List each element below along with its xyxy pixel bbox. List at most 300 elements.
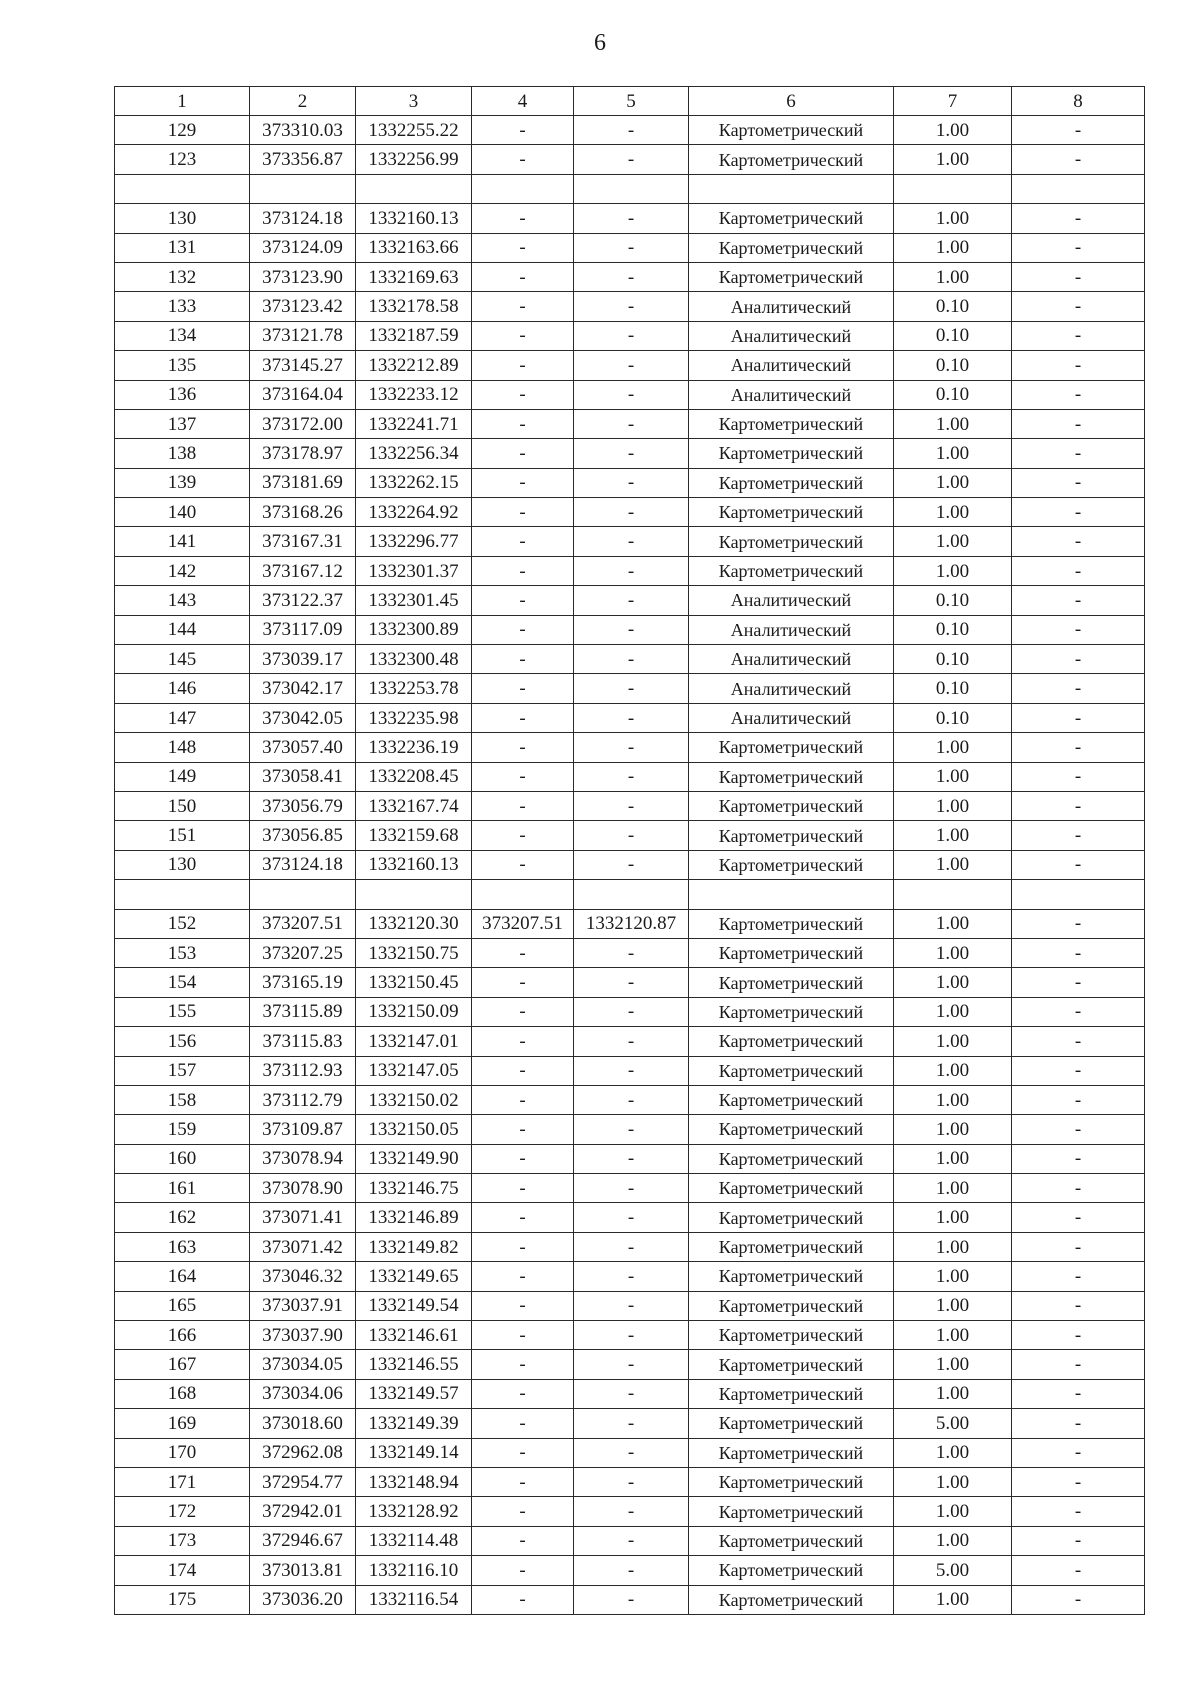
point-number-cell: 158: [115, 1085, 250, 1114]
table-row: [115, 674, 1145, 703]
accuracy-cell: 1.00: [894, 821, 1012, 850]
method-cell: Картометрический: [689, 997, 894, 1026]
x-coordinate-prev-cell: -: [472, 145, 574, 174]
y-coordinate-cell: 1332149.54: [356, 1291, 472, 1320]
x-coordinate-cell: 373123.42: [250, 292, 356, 321]
x-coordinate-prev-cell: -: [472, 703, 574, 732]
y-coordinate-prev-cell: -: [574, 204, 689, 233]
y-coordinate-cell: 1332149.65: [356, 1262, 472, 1291]
column-header: 5: [574, 87, 689, 116]
note-cell: -: [1012, 1056, 1145, 1085]
y-coordinate-cell: 1332149.57: [356, 1379, 472, 1408]
y-coordinate-prev-cell: -: [574, 645, 689, 674]
note-cell: -: [1012, 351, 1145, 380]
note-cell: -: [1012, 968, 1145, 997]
accuracy-cell: 1.00: [894, 556, 1012, 585]
note-cell: -: [1012, 1291, 1145, 1320]
method-cell: Картометрический: [689, 968, 894, 997]
y-coordinate-prev-cell: -: [574, 527, 689, 556]
y-coordinate-prev-cell: -: [574, 1203, 689, 1232]
x-coordinate-prev-cell: -: [472, 116, 574, 145]
x-coordinate-cell: 373167.12: [250, 556, 356, 585]
x-coordinate-prev-cell: -: [472, 1526, 574, 1555]
x-coordinate-prev-cell: 373207.51: [472, 909, 574, 938]
table-row: [115, 1144, 1145, 1173]
method-cell: Картометрический: [689, 1526, 894, 1555]
x-coordinate-prev-cell: -: [472, 1321, 574, 1350]
x-coordinate-cell: 373071.41: [250, 1203, 356, 1232]
y-coordinate-cell: 1332159.68: [356, 821, 472, 850]
x-coordinate-prev-cell: -: [472, 674, 574, 703]
accuracy-cell: 1.00: [894, 1497, 1012, 1526]
y-coordinate-cell: 1332236.19: [356, 733, 472, 762]
y-coordinate-cell: 1332253.78: [356, 674, 472, 703]
table-row: [115, 409, 1145, 438]
note-cell: -: [1012, 1027, 1145, 1056]
method-cell: Аналитический: [689, 645, 894, 674]
x-coordinate-prev-cell: -: [472, 997, 574, 1026]
x-coordinate-prev-cell: -: [472, 1409, 574, 1438]
table-row: [115, 909, 1145, 938]
accuracy-cell: [894, 174, 1012, 203]
point-number-cell: 135: [115, 351, 250, 380]
x-coordinate-prev-cell: -: [472, 1174, 574, 1203]
y-coordinate-prev-cell: -: [574, 1085, 689, 1114]
method-cell: Картометрический: [689, 938, 894, 967]
accuracy-cell: 1.00: [894, 145, 1012, 174]
y-coordinate-cell: 1332149.39: [356, 1409, 472, 1438]
method-cell: Картометрический: [689, 556, 894, 585]
y-coordinate-cell: 1332178.58: [356, 292, 472, 321]
accuracy-cell: 1.00: [894, 1291, 1012, 1320]
x-coordinate-cell: 373078.90: [250, 1174, 356, 1203]
point-number-cell: 168: [115, 1379, 250, 1408]
accuracy-cell: 5.00: [894, 1409, 1012, 1438]
y-coordinate-prev-cell: -: [574, 1115, 689, 1144]
point-number-cell: 153: [115, 938, 250, 967]
method-cell: Аналитический: [689, 703, 894, 732]
method-cell: Картометрический: [689, 233, 894, 262]
y-coordinate-cell: 1332150.09: [356, 997, 472, 1026]
x-coordinate-prev-cell: -: [472, 498, 574, 527]
method-cell: Картометрический: [689, 1350, 894, 1379]
note-cell: -: [1012, 380, 1145, 409]
x-coordinate-prev-cell: -: [472, 1027, 574, 1056]
x-coordinate-prev-cell: -: [472, 321, 574, 350]
x-coordinate-prev-cell: -: [472, 556, 574, 585]
point-number-cell: 160: [115, 1144, 250, 1173]
note-cell: -: [1012, 321, 1145, 350]
x-coordinate-cell: 373207.25: [250, 938, 356, 967]
y-coordinate-cell: 1332255.22: [356, 116, 472, 145]
x-coordinate-prev-cell: -: [472, 1467, 574, 1496]
x-coordinate-cell: [250, 880, 356, 909]
accuracy-cell: 0.10: [894, 586, 1012, 615]
x-coordinate-cell: 373115.83: [250, 1027, 356, 1056]
table-row: [115, 968, 1145, 997]
y-coordinate-prev-cell: -: [574, 586, 689, 615]
note-cell: -: [1012, 703, 1145, 732]
accuracy-cell: 0.10: [894, 380, 1012, 409]
method-cell: Картометрический: [689, 1115, 894, 1144]
note-cell: -: [1012, 1144, 1145, 1173]
note-cell: -: [1012, 556, 1145, 585]
note-cell: -: [1012, 1409, 1145, 1438]
table-row: [115, 1056, 1145, 1085]
y-coordinate-prev-cell: -: [574, 1497, 689, 1526]
y-coordinate-prev-cell: -: [574, 1321, 689, 1350]
y-coordinate-prev-cell: -: [574, 1291, 689, 1320]
y-coordinate-prev-cell: -: [574, 1526, 689, 1555]
note-cell: [1012, 880, 1145, 909]
y-coordinate-prev-cell: -: [574, 968, 689, 997]
table-row: [115, 1438, 1145, 1467]
method-cell: Картометрический: [689, 439, 894, 468]
table-row: [115, 1556, 1145, 1585]
coordinates-table: [114, 86, 1145, 1615]
method-cell: Картометрический: [689, 1467, 894, 1496]
method-cell: Аналитический: [689, 351, 894, 380]
accuracy-cell: 1.00: [894, 762, 1012, 791]
point-number-cell: 151: [115, 821, 250, 850]
accuracy-cell: 1.00: [894, 1438, 1012, 1467]
accuracy-cell: 1.00: [894, 1262, 1012, 1291]
note-cell: -: [1012, 1232, 1145, 1261]
y-coordinate-cell: 1332160.13: [356, 850, 472, 879]
y-coordinate-cell: 1332169.63: [356, 262, 472, 291]
y-coordinate-cell: [356, 174, 472, 203]
table-row: [115, 1350, 1145, 1379]
x-coordinate-prev-cell: -: [472, 968, 574, 997]
table-row: [115, 1232, 1145, 1261]
point-number-cell: 159: [115, 1115, 250, 1144]
column-header: 4: [472, 87, 574, 116]
table-row: [115, 1085, 1145, 1114]
x-coordinate-cell: 373172.00: [250, 409, 356, 438]
note-cell: -: [1012, 233, 1145, 262]
x-coordinate-cell: 373145.27: [250, 351, 356, 380]
accuracy-cell: 0.10: [894, 292, 1012, 321]
note-cell: -: [1012, 909, 1145, 938]
x-coordinate-cell: 373123.90: [250, 262, 356, 291]
x-coordinate-cell: 373071.42: [250, 1232, 356, 1261]
y-coordinate-cell: 1332149.14: [356, 1438, 472, 1467]
point-number-cell: 132: [115, 262, 250, 291]
x-coordinate-prev-cell: -: [472, 292, 574, 321]
note-cell: -: [1012, 938, 1145, 967]
method-cell: Картометрический: [689, 1497, 894, 1526]
y-coordinate-cell: 1332128.92: [356, 1497, 472, 1526]
note-cell: -: [1012, 615, 1145, 644]
table-body: [115, 116, 1145, 1615]
point-number-cell: 162: [115, 1203, 250, 1232]
table-row: [115, 116, 1145, 145]
x-coordinate-cell: 372946.67: [250, 1526, 356, 1555]
accuracy-cell: 1.00: [894, 1467, 1012, 1496]
column-header: 1: [115, 87, 250, 116]
method-cell: Картометрический: [689, 909, 894, 938]
x-coordinate-prev-cell: [472, 174, 574, 203]
method-cell: Картометрический: [689, 1556, 894, 1585]
x-coordinate-prev-cell: -: [472, 233, 574, 262]
method-cell: Картометрический: [689, 262, 894, 291]
method-cell: [689, 174, 894, 203]
method-cell: Аналитический: [689, 292, 894, 321]
y-coordinate-prev-cell: -: [574, 791, 689, 820]
x-coordinate-prev-cell: -: [472, 762, 574, 791]
table-row: [115, 556, 1145, 585]
accuracy-cell: 1.00: [894, 116, 1012, 145]
point-number-cell: 143: [115, 586, 250, 615]
note-cell: -: [1012, 262, 1145, 291]
y-coordinate-prev-cell: -: [574, 762, 689, 791]
column-header: 2: [250, 87, 356, 116]
note-cell: -: [1012, 527, 1145, 556]
y-coordinate-prev-cell: -: [574, 1585, 689, 1614]
y-coordinate-cell: 1332241.71: [356, 409, 472, 438]
accuracy-cell: 1.00: [894, 997, 1012, 1026]
method-cell: Картометрический: [689, 1585, 894, 1614]
note-cell: -: [1012, 821, 1145, 850]
x-coordinate-prev-cell: -: [472, 1232, 574, 1261]
x-coordinate-cell: 373165.19: [250, 968, 356, 997]
accuracy-cell: 1.00: [894, 1144, 1012, 1173]
y-coordinate-cell: 1332262.15: [356, 468, 472, 497]
y-coordinate-cell: 1332150.02: [356, 1085, 472, 1114]
table-row: [115, 468, 1145, 497]
method-cell: Аналитический: [689, 321, 894, 350]
x-coordinate-cell: 373042.05: [250, 703, 356, 732]
x-coordinate-prev-cell: -: [472, 409, 574, 438]
table-row: [115, 1203, 1145, 1232]
table-row: [115, 174, 1145, 203]
table-row: [115, 1497, 1145, 1526]
note-cell: -: [1012, 1379, 1145, 1408]
table-row: [115, 292, 1145, 321]
x-coordinate-cell: 373178.97: [250, 439, 356, 468]
note-cell: -: [1012, 409, 1145, 438]
accuracy-cell: 1.00: [894, 498, 1012, 527]
table-row: [115, 1409, 1145, 1438]
x-coordinate-cell: 373310.03: [250, 116, 356, 145]
method-cell: Картометрический: [689, 1232, 894, 1261]
point-number-cell: 161: [115, 1174, 250, 1203]
note-cell: -: [1012, 1321, 1145, 1350]
point-number-cell: 152: [115, 909, 250, 938]
accuracy-cell: 1.00: [894, 1027, 1012, 1056]
table-row: [115, 262, 1145, 291]
y-coordinate-cell: 1332300.89: [356, 615, 472, 644]
point-number-cell: 157: [115, 1056, 250, 1085]
x-coordinate-prev-cell: -: [472, 1291, 574, 1320]
table-row: [115, 791, 1145, 820]
x-coordinate-prev-cell: -: [472, 1056, 574, 1085]
note-cell: -: [1012, 586, 1145, 615]
y-coordinate-cell: 1332301.37: [356, 556, 472, 585]
page-number: 6: [594, 30, 606, 56]
point-number-cell: 150: [115, 791, 250, 820]
method-cell: Картометрический: [689, 1262, 894, 1291]
note-cell: -: [1012, 1174, 1145, 1203]
point-number-cell: 130: [115, 850, 250, 879]
y-coordinate-cell: 1332116.10: [356, 1556, 472, 1585]
x-coordinate-cell: 373168.26: [250, 498, 356, 527]
x-coordinate-cell: 372962.08: [250, 1438, 356, 1467]
x-coordinate-cell: 373034.05: [250, 1350, 356, 1379]
y-coordinate-prev-cell: -: [574, 615, 689, 644]
x-coordinate-cell: 373115.89: [250, 997, 356, 1026]
accuracy-cell: 1.00: [894, 233, 1012, 262]
method-cell: Картометрический: [689, 762, 894, 791]
accuracy-cell: 1.00: [894, 1379, 1012, 1408]
point-number-cell: 148: [115, 733, 250, 762]
y-coordinate-prev-cell: -: [574, 850, 689, 879]
note-cell: -: [1012, 645, 1145, 674]
x-coordinate-cell: 373042.17: [250, 674, 356, 703]
point-number-cell: 130: [115, 204, 250, 233]
y-coordinate-cell: 1332146.89: [356, 1203, 472, 1232]
accuracy-cell: 1.00: [894, 439, 1012, 468]
y-coordinate-prev-cell: -: [574, 351, 689, 380]
method-cell: Картометрический: [689, 1438, 894, 1467]
point-number-cell: 170: [115, 1438, 250, 1467]
column-header: 8: [1012, 87, 1145, 116]
table-row: [115, 821, 1145, 850]
x-coordinate-cell: 373124.18: [250, 204, 356, 233]
x-coordinate-cell: [250, 174, 356, 203]
x-coordinate-prev-cell: -: [472, 351, 574, 380]
accuracy-cell: 1.00: [894, 1085, 1012, 1114]
table-row: [115, 233, 1145, 262]
x-coordinate-cell: 373117.09: [250, 615, 356, 644]
x-coordinate-prev-cell: -: [472, 262, 574, 291]
table-row: [115, 615, 1145, 644]
accuracy-cell: 1.00: [894, 968, 1012, 997]
table-row: [115, 321, 1145, 350]
x-coordinate-cell: 373109.87: [250, 1115, 356, 1144]
method-cell: Картометрический: [689, 1291, 894, 1320]
x-coordinate-prev-cell: -: [472, 1585, 574, 1614]
y-coordinate-cell: 1332256.34: [356, 439, 472, 468]
table-row: [115, 1526, 1145, 1555]
x-coordinate-prev-cell: -: [472, 527, 574, 556]
table-row: [115, 1115, 1145, 1144]
method-cell: Картометрический: [689, 1085, 894, 1114]
y-coordinate-cell: 1332116.54: [356, 1585, 472, 1614]
y-coordinate-prev-cell: -: [574, 821, 689, 850]
note-cell: -: [1012, 145, 1145, 174]
x-coordinate-cell: 373057.40: [250, 733, 356, 762]
accuracy-cell: 1.00: [894, 1174, 1012, 1203]
x-coordinate-prev-cell: -: [472, 1350, 574, 1379]
method-cell: Картометрический: [689, 1409, 894, 1438]
table-row: [115, 498, 1145, 527]
point-number-cell: 134: [115, 321, 250, 350]
y-coordinate-prev-cell: -: [574, 1379, 689, 1408]
method-cell: Аналитический: [689, 380, 894, 409]
accuracy-cell: 1.00: [894, 1056, 1012, 1085]
accuracy-cell: 1.00: [894, 1526, 1012, 1555]
x-coordinate-prev-cell: -: [472, 468, 574, 497]
x-coordinate-prev-cell: -: [472, 1379, 574, 1408]
table-row: [115, 1291, 1145, 1320]
note-cell: -: [1012, 762, 1145, 791]
x-coordinate-cell: 373037.90: [250, 1321, 356, 1350]
y-coordinate-cell: 1332233.12: [356, 380, 472, 409]
note-cell: -: [1012, 204, 1145, 233]
y-coordinate-prev-cell: -: [574, 1232, 689, 1261]
table-row: [115, 1262, 1145, 1291]
point-number-cell: 154: [115, 968, 250, 997]
y-coordinate-cell: 1332150.75: [356, 938, 472, 967]
accuracy-cell: 1.00: [894, 1585, 1012, 1614]
table-row: [115, 938, 1145, 967]
y-coordinate-cell: 1332212.89: [356, 351, 472, 380]
y-coordinate-prev-cell: -: [574, 292, 689, 321]
y-coordinate-prev-cell: -: [574, 1144, 689, 1173]
accuracy-cell: 0.10: [894, 645, 1012, 674]
note-cell: -: [1012, 674, 1145, 703]
x-coordinate-prev-cell: -: [472, 1556, 574, 1585]
point-number-cell: 173: [115, 1526, 250, 1555]
y-coordinate-prev-cell: -: [574, 1438, 689, 1467]
y-coordinate-prev-cell: -: [574, 1262, 689, 1291]
y-coordinate-prev-cell: [574, 880, 689, 909]
note-cell: [1012, 174, 1145, 203]
note-cell: -: [1012, 1526, 1145, 1555]
y-coordinate-cell: 1332150.05: [356, 1115, 472, 1144]
point-number-cell: 169: [115, 1409, 250, 1438]
accuracy-cell: 1.00: [894, 791, 1012, 820]
table-row: [115, 1585, 1145, 1614]
y-coordinate-prev-cell: -: [574, 262, 689, 291]
y-coordinate-cell: 1332256.99: [356, 145, 472, 174]
method-cell: Картометрический: [689, 1144, 894, 1173]
method-cell: Картометрический: [689, 1379, 894, 1408]
table-row: [115, 1174, 1145, 1203]
x-coordinate-prev-cell: -: [472, 733, 574, 762]
y-coordinate-cell: 1332148.94: [356, 1467, 472, 1496]
y-coordinate-prev-cell: -: [574, 380, 689, 409]
point-number-cell: 165: [115, 1291, 250, 1320]
y-coordinate-prev-cell: -: [574, 1556, 689, 1585]
table-row: [115, 1379, 1145, 1408]
y-coordinate-cell: 1332149.90: [356, 1144, 472, 1173]
accuracy-cell: 0.10: [894, 321, 1012, 350]
x-coordinate-cell: 373181.69: [250, 468, 356, 497]
accuracy-cell: 1.00: [894, 1203, 1012, 1232]
table-row: [115, 645, 1145, 674]
y-coordinate-cell: 1332163.66: [356, 233, 472, 262]
method-cell: Картометрический: [689, 821, 894, 850]
method-cell: Картометрический: [689, 1056, 894, 1085]
x-coordinate-cell: 373046.32: [250, 1262, 356, 1291]
point-number-cell: 136: [115, 380, 250, 409]
table-row: [115, 1027, 1145, 1056]
x-coordinate-cell: 373124.18: [250, 850, 356, 879]
method-cell: Картометрический: [689, 1321, 894, 1350]
y-coordinate-cell: 1332160.13: [356, 204, 472, 233]
accuracy-cell: 1.00: [894, 204, 1012, 233]
accuracy-cell: 1.00: [894, 527, 1012, 556]
accuracy-cell: [894, 880, 1012, 909]
table-row: [115, 1321, 1145, 1350]
y-coordinate-prev-cell: -: [574, 703, 689, 732]
method-cell: Картометрический: [689, 1027, 894, 1056]
x-coordinate-cell: 373121.78: [250, 321, 356, 350]
x-coordinate-prev-cell: -: [472, 938, 574, 967]
note-cell: -: [1012, 733, 1145, 762]
